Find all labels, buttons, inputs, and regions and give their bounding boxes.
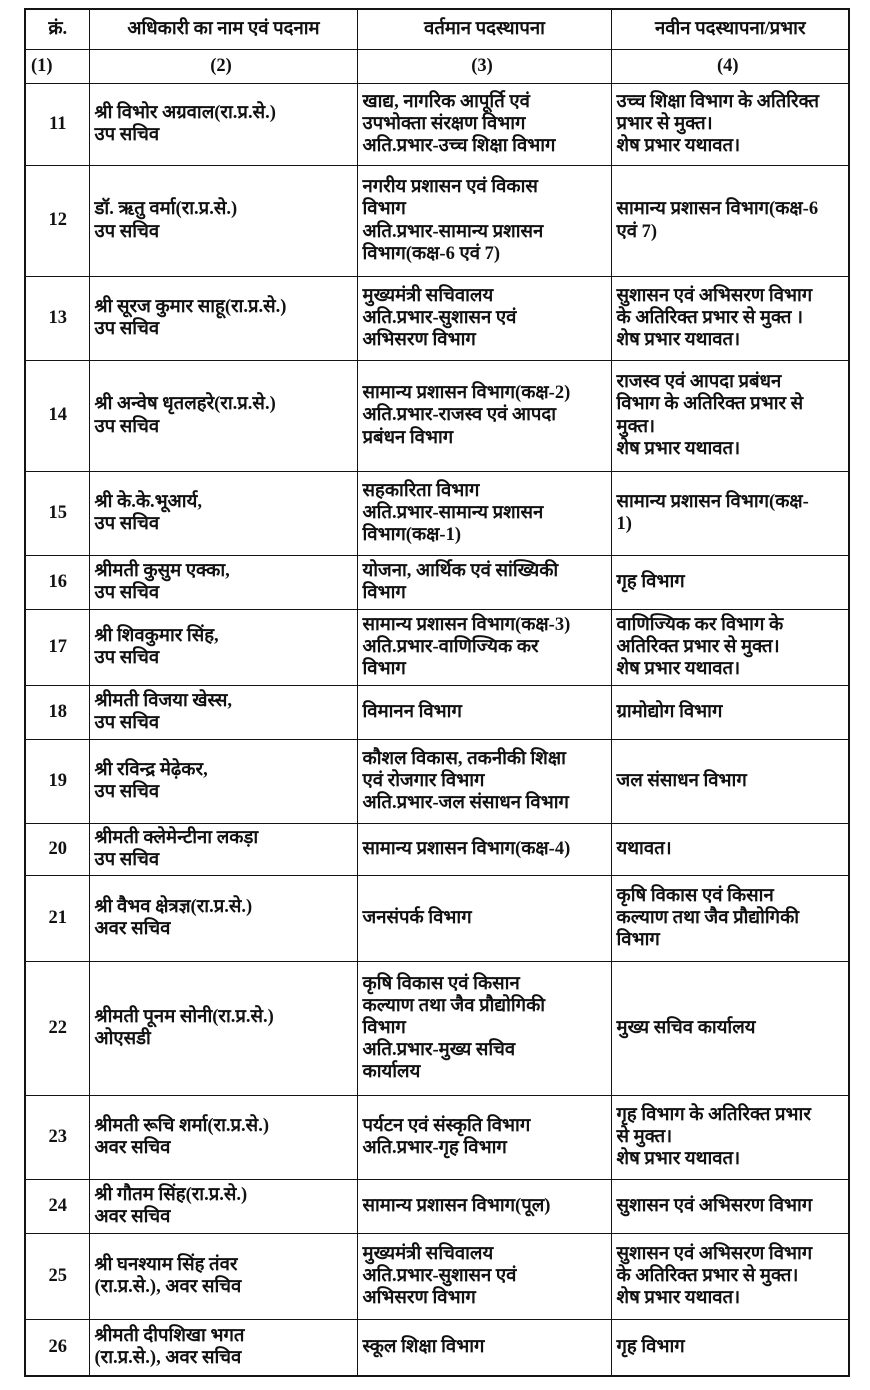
new-posting-or-charge-line: विभाग [616,930,660,951]
current-posting-line: मुख्यमंत्री सचिवालय [362,1243,494,1264]
current-posting-line: कृषि विकास एवं किसान [362,973,520,994]
new-posting-or-charge-line: के अतिरिक्त प्रभार से मुक्त । [616,307,804,328]
officer-name-and-designation-line: उप सचिव [94,583,160,603]
new-posting-or-charge-line: अतिरिक्त प्रभार से मुक्त। [616,636,780,657]
new-posting-or-charge [611,824,849,876]
current-posting-line: विभाग(कक्ष-6 एवं 7) [362,243,501,264]
new-posting-or-charge [611,740,849,824]
current-posting-line: अति.प्रभार-वाणिज्यिक कर [362,636,539,657]
officer-name-and-designation [89,740,357,824]
row-serial-number: 11 [25,84,89,166]
current-posting-line: उपभोक्ता संरक्षण विभाग [362,113,526,134]
current-posting-line: विभाग(कक्ष-1) [362,525,461,546]
officer-name-and-designation-line: ओएसडी [94,1029,151,1049]
officer-name-and-designation [89,277,357,361]
row-serial-number: 22 [25,962,89,1096]
officer-name-and-designation [89,686,357,740]
new-posting-or-charge [611,876,849,962]
current-posting [357,277,611,361]
officer-name-and-designation-line: श्रीमती कुसुम एक्का, [94,560,230,581]
table-row [25,277,849,361]
current-posting-line: अति.प्रभार-सुशासन एवं [362,307,517,328]
new-posting-or-charge [611,1320,849,1377]
current-posting [357,166,611,277]
row-serial-number: 13 [25,277,89,361]
new-posting-or-charge-line: कल्याण तथा जैव प्रौद्योगिकी [616,907,800,928]
current-posting-line: सामान्य प्रशासन विभाग(कक्ष-4) [362,838,571,859]
officer-name-and-designation-line: (रा.प्र.से.), अवर सचिव [94,1277,242,1297]
officer-name-and-designation [89,84,357,166]
new-posting-or-charge-line: से मुक्त। [616,1126,673,1147]
officer-name-and-designation-line: उप सचिव [94,319,160,339]
current-posting-line: सामान्य प्रशासन विभाग(कक्ष-3) [362,614,571,635]
current-posting-line: अति.प्रभार-उच्च शिक्षा विभाग [362,136,556,157]
new-posting-or-charge-line: सुशासन एवं अभिसरण विभाग [616,285,813,306]
current-posting-line: खाद्य, नागरिक आपूर्ति एवं [362,91,530,112]
current-posting-line: विभाग [362,659,406,680]
officer-name-and-designation-line: उप सचिव [94,221,160,242]
officer-name-and-designation-line: श्री अन्वेष धृतलहरे(रा.प्र.से.) [94,394,276,415]
new-posting-or-charge [611,556,849,610]
current-posting-line: एवं रोजगार विभाग [362,770,485,791]
officer-name-and-designation [89,361,357,472]
officer-name-and-designation-line: श्री घनश्याम सिंह तंवर [94,1254,238,1275]
officer-name-and-designation [89,556,357,610]
row-serial-number: 21 [25,876,89,962]
officer-name-and-designation [89,962,357,1096]
current-posting-line: विमानन विभाग [362,701,462,722]
officer-name-and-designation-line: श्री गौतम सिंह(रा.प्र.से.) [94,1184,248,1205]
column-number-4: (4) [611,50,849,84]
current-posting [357,1096,611,1180]
officer-name-and-designation-line: उप सचिव [94,850,160,870]
officer-name-and-designation-line: श्री वैभव क्षेत्रज्ञ(रा.प्र.से.) [94,896,253,917]
officer-name-and-designation [89,1096,357,1180]
officer-name-and-designation-line: श्रीमती दीपशिखा भगत [94,1325,245,1346]
column-number-1: (1) [25,50,89,84]
current-posting-line: अति.प्रभार-सामान्य प्रशासन [362,502,544,523]
new-posting-or-charge [611,1234,849,1320]
table-row [25,361,849,472]
current-posting-line: कल्याण तथा जैव प्रौद्योगिकी [362,995,546,1016]
current-posting-line: मुख्यमंत्री सचिवालय [362,285,494,306]
current-posting [357,472,611,556]
new-posting-or-charge-line: जल संसाधन विभाग [616,770,747,791]
new-posting-or-charge-line: सुशासन एवं अभिसरण विभाग [616,1243,813,1264]
current-posting-line: कार्यालय [362,1062,421,1083]
current-posting [357,556,611,610]
officer-name-and-designation-line: श्री के.के.भूआर्य, [94,491,202,512]
new-posting-or-charge-line: वाणिज्यिक कर विभाग के [616,614,784,635]
new-posting-or-charge-line: गृह विभाग [616,1336,685,1357]
row-serial-number: 26 [25,1320,89,1377]
table-row [25,686,849,740]
table-row [25,824,849,876]
row-serial-number: 17 [25,610,89,686]
officer-name-and-designation-line: उप सचिव [94,782,160,802]
column-number-2: (2) [89,50,357,84]
officer-name-and-designation-line: (रा.प्र.से.), अवर सचिव [94,1348,242,1368]
table-row [25,472,849,556]
new-posting-or-charge [611,962,849,1096]
new-posting-or-charge-line: ग्रामोद्योग विभाग [616,701,723,722]
current-posting [357,610,611,686]
table-row [25,876,849,962]
table-body [25,84,849,1377]
row-serial-number: 19 [25,740,89,824]
row-serial-number: 24 [25,1180,89,1234]
new-posting-or-charge-line: शेष प्रभार यथावत। [616,1149,741,1170]
row-serial-number: 25 [25,1234,89,1320]
officer-name-and-designation [89,166,357,277]
table-row [25,740,849,824]
new-posting-or-charge [611,84,849,166]
row-serial-number: 23 [25,1096,89,1180]
table-row [25,610,849,686]
new-posting-or-charge-line: शेष प्रभार यथावत। [616,438,741,459]
row-serial-number: 20 [25,824,89,876]
current-posting-line: सामान्य प्रशासन विभाग(पूल) [362,1195,551,1216]
new-posting-or-charge [611,1096,849,1180]
new-posting-or-charge-line: शेष प्रभार यथावत। [616,659,741,680]
current-posting-line: विभाग [362,583,406,603]
officer-name-and-designation-line: अवर सचिव [94,1138,171,1158]
current-posting-line: अति.प्रभार-सामान्य प्रशासन [362,221,544,242]
column-header-serial: क्रं. [25,9,89,50]
current-posting-line: अभिसरण विभाग [362,1288,476,1309]
new-posting-or-charge-line: कृषि विकास एवं किसान [616,885,774,906]
current-posting-line: विभाग [362,1017,406,1038]
new-posting-or-charge-line: गृह विभाग [616,571,685,592]
current-posting-line: स्कूल शिक्षा विभाग [362,1336,485,1357]
table-row [25,1234,849,1320]
officer-transfer-table [24,8,850,1377]
column-header-officer-name: अधिकारी का नाम एवं पदनाम [89,9,357,50]
officer-name-and-designation [89,824,357,876]
column-header-current-posting: वर्तमान पदस्थापना [357,9,611,50]
current-posting-line: अति.प्रभार-सुशासन एवं [362,1265,517,1286]
new-posting-or-charge [611,277,849,361]
new-posting-or-charge-line: राजस्व एवं आपदा प्रबंधन [616,372,782,393]
officer-name-and-designation [89,610,357,686]
table-row [25,166,849,277]
officer-name-and-designation-line: श्रीमती रूचि शर्मा(रा.प्र.से.) [94,1115,269,1136]
current-posting-line: अति.प्रभार-राजस्व एवं आपदा [362,405,557,426]
officer-name-and-designation-line: श्री शिवकुमार सिंह, [94,625,219,646]
officer-name-and-designation-line: उप सचिव [94,713,160,733]
officer-name-and-designation-line: श्री सूरज कुमार साहू(रा.प्र.से.) [94,296,287,317]
current-posting-line: जनसंपर्क विभाग [362,907,472,928]
current-posting [357,84,611,166]
officer-name-and-designation-line: उप सचिव [94,514,160,534]
current-posting-line: प्रबंधन विभाग [362,427,454,448]
officer-name-and-designation-line: उप सचिव [94,648,160,668]
column-header-new-posting: नवीन पदस्थापना/प्रभार [611,9,849,50]
new-posting-or-charge [611,1180,849,1234]
new-posting-or-charge-line: 1) [616,514,632,534]
new-posting-or-charge-line: के अतिरिक्त प्रभार से मुक्त। [616,1265,799,1286]
table-column-number-row [25,50,849,84]
current-posting [357,686,611,740]
table-row [25,556,849,610]
new-posting-or-charge-line: एवं 7) [616,221,658,242]
officer-name-and-designation [89,1180,357,1234]
new-posting-or-charge-line: यथावत। [616,838,672,859]
current-posting-line: कौशल विकास, तकनीकी शिक्षा [362,748,566,769]
current-posting-line: अति.प्रभार-जल संसाधन विभाग [362,793,569,814]
new-posting-or-charge-line: मुख्य सचिव कार्यालय [616,1017,756,1038]
row-serial-number: 18 [25,686,89,740]
current-posting [357,740,611,824]
current-posting-line: अति.प्रभार-गृह विभाग [362,1138,507,1158]
new-posting-or-charge [611,610,849,686]
officer-name-and-designation-line: अवर सचिव [94,919,171,939]
officer-name-and-designation [89,1234,357,1320]
officer-name-and-designation-line: उप सचिव [94,125,160,145]
officer-name-and-designation [89,1320,357,1377]
current-posting [357,962,611,1096]
officer-name-and-designation-line: श्री विभोर अग्रवाल(रा.प्र.से.) [94,102,276,123]
officer-name-and-designation-line: उप सचिव [94,416,160,437]
new-posting-or-charge-line: विभाग के अतिरिक्त प्रभार से [616,394,804,415]
table-row [25,1320,849,1377]
row-serial-number: 12 [25,166,89,277]
current-posting [357,1180,611,1234]
current-posting [357,876,611,962]
current-posting-line: नगरीय प्रशासन एवं विकास [362,177,538,198]
officer-name-and-designation-line: श्रीमती विजया खेस्स, [94,690,233,711]
new-posting-or-charge-line: सामान्य प्रशासन विभाग(कक्ष-6 [616,199,819,220]
new-posting-or-charge-line: शेष प्रभार यथावत। [616,136,741,157]
row-serial-number: 16 [25,556,89,610]
new-posting-or-charge-line: गृह विभाग के अतिरिक्त प्रभार [616,1104,811,1125]
officer-name-and-designation [89,472,357,556]
new-posting-or-charge [611,686,849,740]
new-posting-or-charge-line: मुक्त। [616,416,656,437]
table-row [25,1180,849,1234]
current-posting-line: योजना, आर्थिक एवं सांख्यिकी [362,560,559,581]
current-posting-line: विभाग [362,199,406,220]
column-number-3: (3) [357,50,611,84]
table-header-row [25,9,849,50]
table-row [25,84,849,166]
current-posting-line: पर्यटन एवं संस्कृति विभाग [362,1115,531,1136]
new-posting-or-charge-line: शेष प्रभार यथावत। [616,330,741,351]
officer-name-and-designation-line: श्रीमती पूनम सोनी(रा.प्र.से.) [94,1006,274,1027]
officer-name-and-designation-line: अवर सचिव [94,1207,171,1227]
new-posting-or-charge-line: प्रभार से मुक्त। [616,113,713,134]
officer-name-and-designation-line: डॉ. ऋतु वर्मा(रा.प्र.से.) [94,199,238,220]
new-posting-or-charge-line: उच्च शिक्षा विभाग के अतिरिक्त [616,91,820,112]
row-serial-number: 14 [25,361,89,472]
table-row [25,962,849,1096]
current-posting [357,1234,611,1320]
new-posting-or-charge [611,472,849,556]
officer-name-and-designation-line: श्री रविन्द्र मेढ़ेकर, [94,759,208,780]
table-row [25,1096,849,1180]
current-posting-line: अभिसरण विभाग [362,330,476,351]
new-posting-or-charge-line: शेष प्रभार यथावत। [616,1288,741,1309]
new-posting-or-charge [611,361,849,472]
row-serial-number: 15 [25,472,89,556]
current-posting-line: अति.प्रभार-मुख्य सचिव [362,1040,516,1061]
current-posting-line: सामान्य प्रशासन विभाग(कक्ष-2) [362,383,571,404]
new-posting-or-charge [611,166,849,277]
current-posting [357,824,611,876]
new-posting-or-charge-line: सुशासन एवं अभिसरण विभाग [616,1195,813,1216]
current-posting-line: सहकारिता विभाग [362,480,480,501]
current-posting [357,361,611,472]
current-posting [357,1320,611,1377]
officer-name-and-designation [89,876,357,962]
officer-name-and-designation-line: श्रीमती क्लेमेन्टीना लकड़ा [94,827,259,848]
new-posting-or-charge-line: सामान्य प्रशासन विभाग(कक्ष- [616,491,809,512]
table-header [25,9,849,84]
